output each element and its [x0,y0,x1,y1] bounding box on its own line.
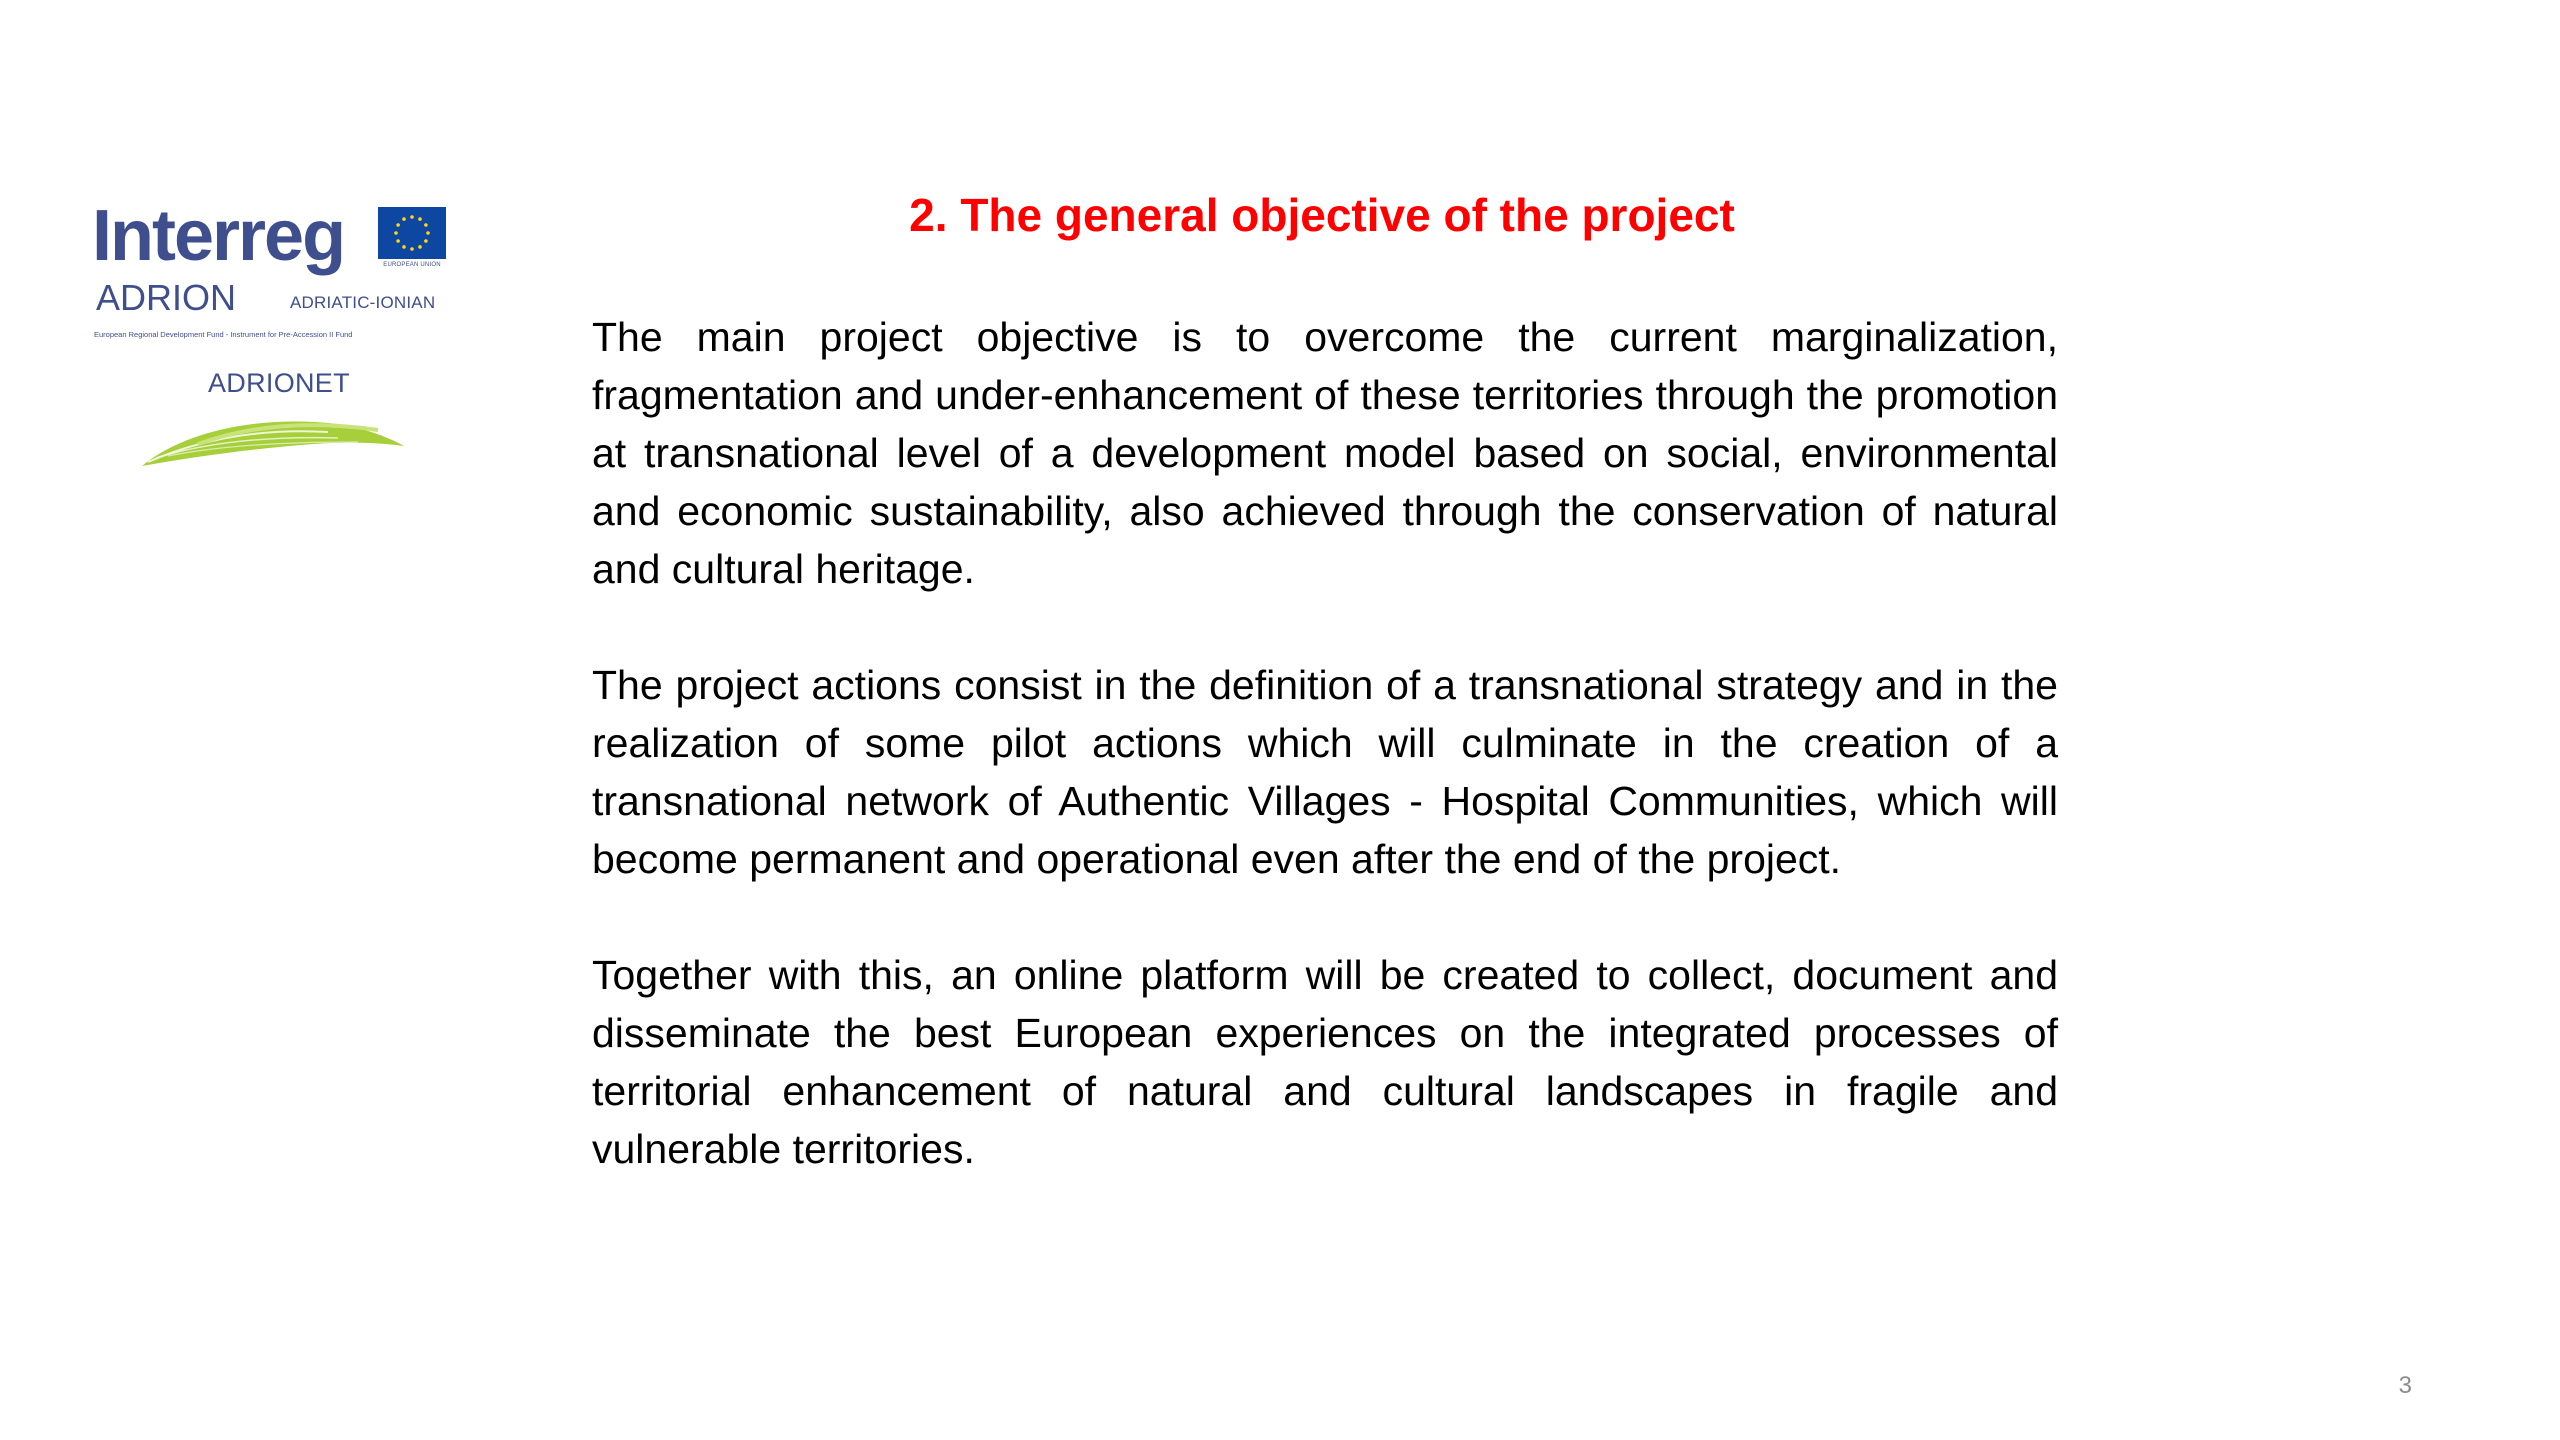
leaf-icon [138,406,408,468]
eu-flag-icon [378,207,446,259]
logo-fund-line: European Regional Development Fund - Instrument for Pre-Accession II Fund [94,330,353,339]
paragraph-objective: The main project objective is to overcome the current marginalization, fragmentation and under-enhancement of these territories through the promotion at transnational level of a development model based on social, environmental and economic sustainability, also achieved through the conservation of natural and cultural heritage. [592,314,2058,592]
interreg-adrionet-logo [92,196,462,470]
eu-caption: EUROPEAN UNION [383,262,441,268]
logo-area: ADRIATIC-IONIAN [290,293,436,312]
paragraph-platform: Together with this, an online platform will be created to collect, document and disseminate the best European experiences on the integrated processes of territorial enhancement of natural and cultural landscapes in fragile and vulnerable territories. [592,952,2058,1172]
slide-body [592,308,2058,1236]
logo-wordmark: Interreg [92,196,345,276]
project-name: ADRIONET [208,368,350,398]
page-number: 3 [2398,1372,2412,1399]
logo-programme: ADRION [96,277,237,318]
paragraph-actions: The project actions consist in the definition of a transnational strategy and in the realization of some pilot actions which will culminate in the creation of a transnational network of Authentic Villages - Hospital Communities, which will become permanent and operational even after the end of the project. [592,662,2058,882]
slide-title: 2. The general objective of the project [909,189,1735,241]
